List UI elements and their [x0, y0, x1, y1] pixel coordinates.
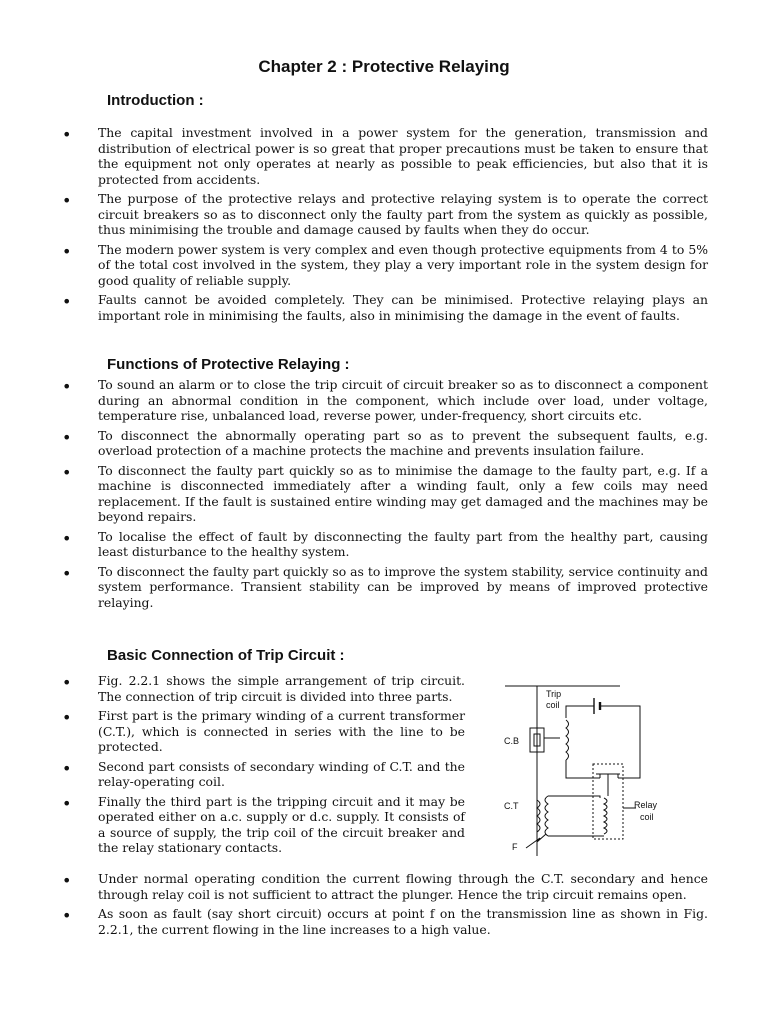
bullet-icon: • [62, 673, 72, 692]
list-item: • To sound an alarm or to close the trip circuit of circuit breaker so as to disconnect a component during an abnormal condition in the component, which include over load, under voltage, temperature rise, unbalanced load, reverse power, under-frequency, short circuits etc. [62, 377, 708, 423]
fault-arrow-icon [526, 834, 546, 848]
trip-circuit-list [62, 673, 465, 860]
bullet-icon: • [62, 191, 72, 210]
list-item: • To disconnect the abnormally operating part so as to prevent the subsequent faults, e.g. overload protection of a machine protects the machine and prevents insulation failure. [62, 427, 708, 458]
ct-secondary-wire [548, 796, 604, 836]
bullet-icon: • [62, 462, 72, 482]
label-fault-point: F [512, 842, 518, 852]
list-item: • The purpose of the protective relays and protective relaying system is to operate the correct circuit breakers so as to disconnect only the faulty part from the system as quickly as possible, thus minimising the trouble and damage caused by faults when they do occur. [62, 191, 708, 237]
list-item: • Second part consists of secondary winding of C.T. and the relay-operating coil. [62, 758, 465, 789]
list-item: • To disconnect the faulty part quickly so as to improve the system stability, service continuity and system performance. Transient stability can be improved by means of improved protective relaying. [62, 563, 708, 610]
list-item: • First part is the primary winding of a current transformer (C.T.), which is connected in series with the line to be protected. [62, 708, 465, 754]
relay-coil-icon [604, 798, 607, 834]
trip-coil-icon [566, 720, 569, 760]
list-item: • Fig. 2.2.1 shows the simple arrangement of trip circuit. The connection of trip circuit is divided into three parts. [62, 673, 465, 704]
introduction-heading: Introduction : [107, 92, 204, 109]
bullet-icon: • [62, 758, 72, 778]
list-item: • The modern power system is very complex and even though protective equipments from 4 to 5% of the total cost involved in the system, they play a very important role in the system design for good quality of reliable supply. [62, 241, 708, 288]
list-item: • To disconnect the faulty part quickly so as to minimise the damage to the faulty part, e.g. If a machine is disconnected immediately after a winding fault, only a few coils may need replacement. If the fault is sustained entire winding may get damaged and the machines may be beyond repairs. [62, 462, 708, 524]
bullet-icon: • [62, 427, 72, 447]
bullet-icon: • [62, 708, 72, 727]
introduction-list [62, 125, 708, 327]
ct-secondary-icon [545, 796, 548, 836]
bullet-icon: • [62, 241, 72, 261]
bullet-icon: • [62, 906, 72, 925]
label-relay-coil: coil [640, 812, 654, 822]
bullet-icon: • [62, 292, 72, 311]
label-trip: Trip [546, 689, 562, 699]
list-item: • The capital investment involved in a power system for the generation, transmission and distribution of electrical power is so great that proper precautions must be taken to ensure that the equipment not only operates at nearly as possible to peak efficiencies, but also that it is protected from accidents. [62, 125, 708, 187]
list-item: • Finally the third part is the tripping circuit and it may be operated either on a.c. supply or d.c. supply. It consists of a source of supply, the trip coil of the circuit breaker and the relay stationary contacts. [62, 793, 465, 855]
bullet-icon: • [62, 793, 72, 813]
label-trip-coil: coil [546, 700, 560, 710]
bullet-icon: • [62, 377, 72, 396]
list-item: • Under normal operating condition the current flowing through the C.T. secondary and hence through relay coil is not sufficient to attract the plunger. Hence the trip circuit remains open. [62, 871, 708, 902]
label-current-transformer: C.T [504, 801, 519, 811]
list-item: • To localise the effect of fault by disconnecting the faulty part from the healthy part, causing least disturbance to the healthy system. [62, 528, 708, 559]
relay-stationary-contacts [600, 774, 618, 778]
chapter-title: Chapter 2 : Protective Relaying [258, 57, 510, 76]
label-circuit-breaker: C.B [504, 736, 520, 746]
functions-list [62, 377, 708, 614]
list-item: • As soon as fault (say short circuit) occurs at point f on the transmission line as shown in Fig. 2.2.1, the current flowing in the line increases to a high value. [62, 906, 708, 937]
trip-wire [544, 706, 640, 778]
bullet-icon: • [62, 528, 72, 548]
trip-wire-lower [566, 760, 600, 778]
label-relay: Relay [634, 800, 658, 810]
bullet-icon: • [62, 563, 72, 583]
bullet-icon: • [62, 125, 72, 144]
trip-circuit-diagram [500, 678, 700, 858]
functions-heading: Functions of Protective Relaying : [107, 356, 350, 373]
trip-operation-list [62, 871, 708, 941]
trip-circuit-heading: Basic Connection of Trip Circuit : [107, 647, 345, 664]
list-item: • Faults cannot be avoided completely. They can be minimised. Protective relaying plays an important role in minimising the faults, also in minimising the damage in the event of faults. [62, 292, 708, 323]
bullet-icon: • [62, 871, 72, 890]
